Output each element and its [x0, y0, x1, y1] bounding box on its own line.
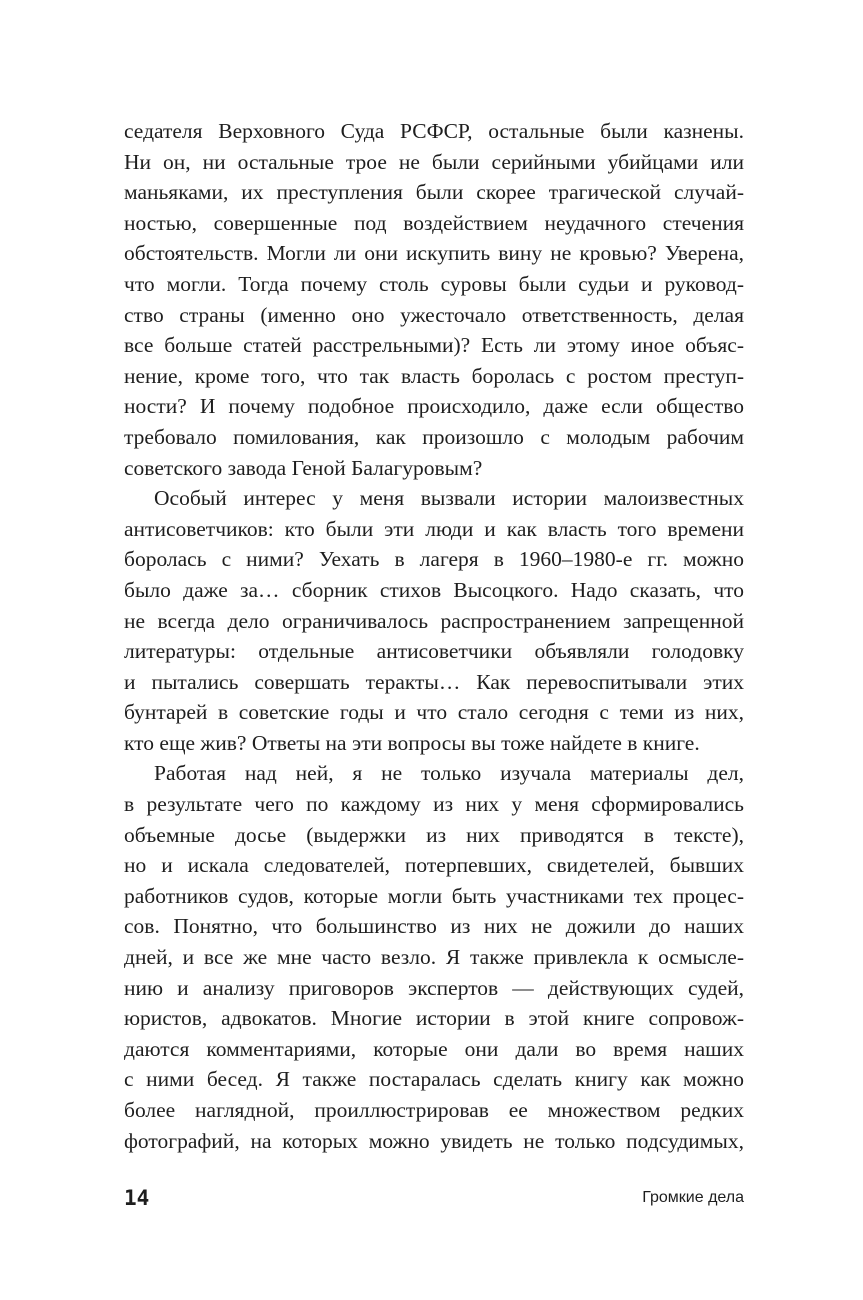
- text-line: дней, и все же мне часто везло. Я также привлекла к осмысле-: [124, 945, 744, 970]
- text-line: боролась с ними? Уехать в лагеря в 1960–1980-е гг. можно: [124, 547, 744, 572]
- text-line: бунтарей в советские годы и что стало сегодня с теми из них,: [124, 700, 744, 725]
- page-number: 14: [124, 1186, 150, 1210]
- text-line: нию и анализу приговоров экспертов — действующих судей,: [124, 975, 744, 1000]
- text-line: обстоятельств. Могли ли они искупить вину не кровью? Уверена,: [124, 241, 744, 266]
- text-line: более наглядной, проиллюстрировав ее множеством редких: [124, 1098, 744, 1122]
- text-line: Ни он, ни остальные трое не были серийными убийцами или: [124, 149, 744, 174]
- text-line: ностью, совершенные под воздействием неудачного стечения: [124, 210, 744, 235]
- text-line: что могли. Тогда почему столь суровы были судьи и руковод-: [124, 271, 744, 296]
- text-line: фотографий, на которых можно увидеть не только подсудимых,: [124, 1128, 744, 1153]
- text-line: седателя Верховного Суда РСФСР, остальные были казнены.: [124, 119, 744, 143]
- paragraph: [124, 483, 744, 758]
- text-line: в результате чего по каждому из них у меня сформировались: [124, 792, 744, 817]
- running-title: Громкие дела: [642, 1189, 744, 1206]
- text-line: с ними бесед. Я также постаралась сделать книгу как можно: [124, 1067, 744, 1092]
- text-line: но и искала следователей, потерпевших, свидетелей, бывших: [124, 853, 744, 878]
- text-line: нение, кроме того, что так власть боролась с ростом преступ-: [124, 363, 744, 388]
- text-line: ство страны (именно оно ужесточало ответственность, делая: [124, 302, 744, 327]
- text-line: ности? И почему подобное происходило, даже если общество: [124, 394, 744, 419]
- text-line: Работая над ней, я не только изучала материалы дел,: [154, 761, 744, 786]
- paragraph: [124, 116, 744, 483]
- text-line: работников судов, которые могли быть участниками тех процес-: [124, 883, 744, 908]
- text-line: кто еще жив? Ответы на эти вопросы вы тоже найдете в книге.: [124, 730, 700, 755]
- text-line: не всегда дело ограничивалось распространением запрещенной: [124, 608, 744, 633]
- paragraph: [124, 758, 744, 1156]
- text-line: требовало помилования, как произошло с молодым рабочим: [124, 424, 744, 449]
- text-line: антисоветчиков: кто были эти люди и как власть того времени: [124, 516, 744, 541]
- text-line: даются комментариями, которые они дали во время наших: [124, 1036, 744, 1061]
- text-line: было даже за… сборник стихов Высоцкого. Надо сказать, что: [124, 577, 744, 602]
- text-line: сов. Понятно, что большинство из них не дожили до наших: [124, 914, 744, 939]
- page-footer: [124, 1183, 744, 1213]
- text-line: маньяками, их преступления были скорее трагической случай-: [124, 180, 744, 205]
- text-line: Особый интерес у меня вызвали истории малоизвестных: [154, 486, 744, 511]
- text-line: советского завода Геной Балагуровым?: [124, 455, 483, 480]
- text-line: все больше статей расстрельными)? Есть ли этому иное объяс-: [124, 333, 744, 358]
- text-line: литературы: отдельные антисоветчики объявляли голодовку: [124, 639, 744, 664]
- text-line: юристов, адвокатов. Многие истории в этой книге сопровож-: [124, 1006, 744, 1031]
- body-text: [124, 116, 744, 1156]
- text-line: и пытались совершать теракты… Как перевоспитывали этих: [124, 669, 744, 694]
- text-line: объемные досье (выдержки из них приводятся в тексте),: [124, 822, 744, 847]
